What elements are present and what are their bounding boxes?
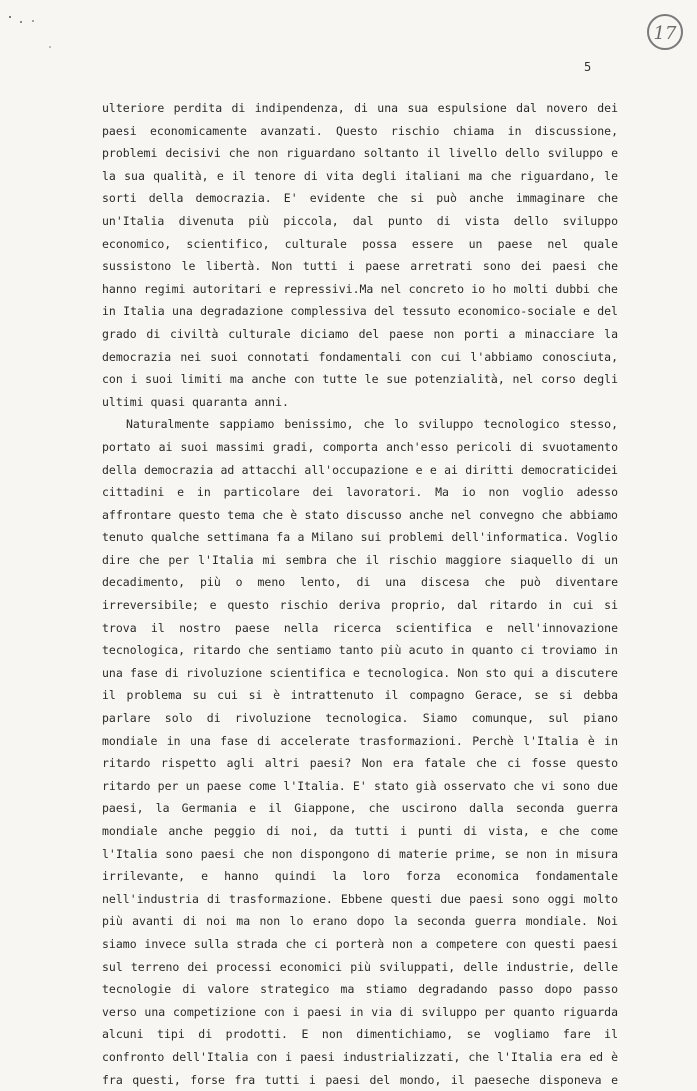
body-text <box>102 97 618 1091</box>
text-line: portato ai suoi massimi gradi, comporta anch'esso pericoli di svuotamento <box>102 439 618 454</box>
text-line: l'Italia sono paesi che non dispongono di materie prime, se non in misura <box>102 846 618 861</box>
text-line: la sua qualità, e il tenore di vita degli italiani ma che riguardano, le <box>102 168 618 183</box>
text-line: trova il nostro paese nella ricerca scientifica e nell'innovazione <box>102 620 618 635</box>
text-line: ulteriore perdita di indipendenza, di una sua espulsione dal novero dei <box>102 101 618 115</box>
text-line: verso una competizione con i paesi in via di sviluppo per quanto riguarda <box>102 1004 618 1019</box>
text-line: più avanti di noi ma non lo erano dopo la seconda guerra mondiale. Noi <box>102 914 618 929</box>
text-line: economico, scientifico, culturale possa essere un paese nel quale <box>102 236 618 251</box>
text-line: paesi, la Germania e il Giappone, che uscirono dalla seconda guerra <box>102 801 618 816</box>
scan-specks <box>0 0 60 60</box>
text-line: problemi decisivi che non riguardano soltanto il livello dello sviluppo e <box>102 146 618 161</box>
text-line: confronto dell'Italia con i paesi industrializzati, che l'Italia era ed è <box>102 1049 618 1064</box>
page-number: 5 <box>584 60 592 74</box>
text-line: democrazia nei suoi connotati fondamentali con cui l'abbiamo conosciuta, <box>102 349 618 364</box>
text-line: hanno regimi autoritari e repressivi.Ma nel concreto io ho molti dubbi che <box>102 281 618 296</box>
text-line: in Italia una degradazione complessiva del tessuto economico-sociale e del <box>102 304 618 319</box>
text-line: ultimi quasi quaranta anni. <box>102 394 289 409</box>
svg-text:17: 17 <box>653 23 677 44</box>
text-line: una fase di rivoluzione scientifica e tecnologica. Non sto qui a discutere <box>102 665 618 680</box>
text-line: grado di civiltà culturale diciamo del paese non porti a minacciare la <box>102 326 618 341</box>
text-line: sorti della democrazia. E' evidente che si può anche immaginare che <box>102 191 618 206</box>
text-line: un'Italia divenuta più piccola, dal punto di vista dello sviluppo <box>102 213 618 228</box>
text-line: dire che per l'Italia mi sembra che il rischio maggiore siaquello di un <box>102 552 618 567</box>
text-line: parlare solo di rivoluzione tecnologica. Siamo comunque, sul piano <box>102 711 618 726</box>
text-line: alcuni tipi di prodotti. E non dimentichiamo, se vogliamo fare il <box>102 1027 618 1042</box>
text-line: affrontare questo tema che è stato discusso anche nel convegno che abbiamo <box>102 507 618 522</box>
text-line: tecnologica, ritardo che sentiamo tanto più acuto in quanto ci troviamo in <box>102 643 618 658</box>
text-line: sul terreno dei processi economici più sviluppati, delle industrie, delle <box>102 959 618 974</box>
text-line: mondiale in una fase di accelerate trasformazioni. Perchè l'Italia è in <box>102 733 618 748</box>
text-line: irreversibile; e questo rischio deriva proprio, dal ritardo in cui si <box>102 598 618 613</box>
text-line: decadimento, più o meno lento, di una discesa che può diventare <box>102 575 618 590</box>
text-line: cittadini e in particolare dei lavoratori. Ma io non voglio adesso <box>102 485 618 500</box>
text-line: nell'industria di trasformazione. Ebbene questi due paesi sono oggi molto <box>102 891 618 906</box>
text-line: della democrazia ad attacchi all'occupazione e e ai diritti democraticidei <box>102 462 618 477</box>
text-line: sussistono le libertà. Non tutti i paese arretrati sono dei paesi che <box>102 259 618 274</box>
text-line: il problema su cui si è intrattenuto il compagno Gerace, se si debba <box>102 688 618 703</box>
text-line: con i suoi limiti ma anche con tutte le sue potenzialità, nel corso degli <box>102 372 618 387</box>
text-line: tenuto qualche settimana fa a Milano sui problemi dell'informatica. Voglio <box>102 530 618 545</box>
text-line: mondiale anche peggio di noi, da tutti i punti di vista, e che come <box>102 824 618 838</box>
text-line: tecnologie di valore strategico ma stiamo degradando passo dopo passo <box>102 982 618 997</box>
text-line: paesi economicamente avanzati. Questo rischio chiama in discussione, <box>102 123 618 138</box>
archive-stamp <box>645 12 685 52</box>
text-line: siamo invece sulla strada che ci porterà non a competere con questi paesi <box>102 936 618 951</box>
text-line: ritardo per un paese come l'Italia. E' stato già osservato che vi sono due <box>102 778 618 793</box>
text-line: ritardo rispetto agli altri paesi? Non era fatale che ci fosse questo <box>102 756 618 771</box>
text-line: Naturalmente sappiamo benissimo, che lo sviluppo tecnologico stesso, <box>126 417 618 432</box>
text-line: irrilevante, e hanno quindi la loro forza economica fondamentale <box>102 869 618 884</box>
text-line: fra questi, forse fra tutti i paesi del mondo, il paeseche disponeva e <box>102 1072 618 1087</box>
